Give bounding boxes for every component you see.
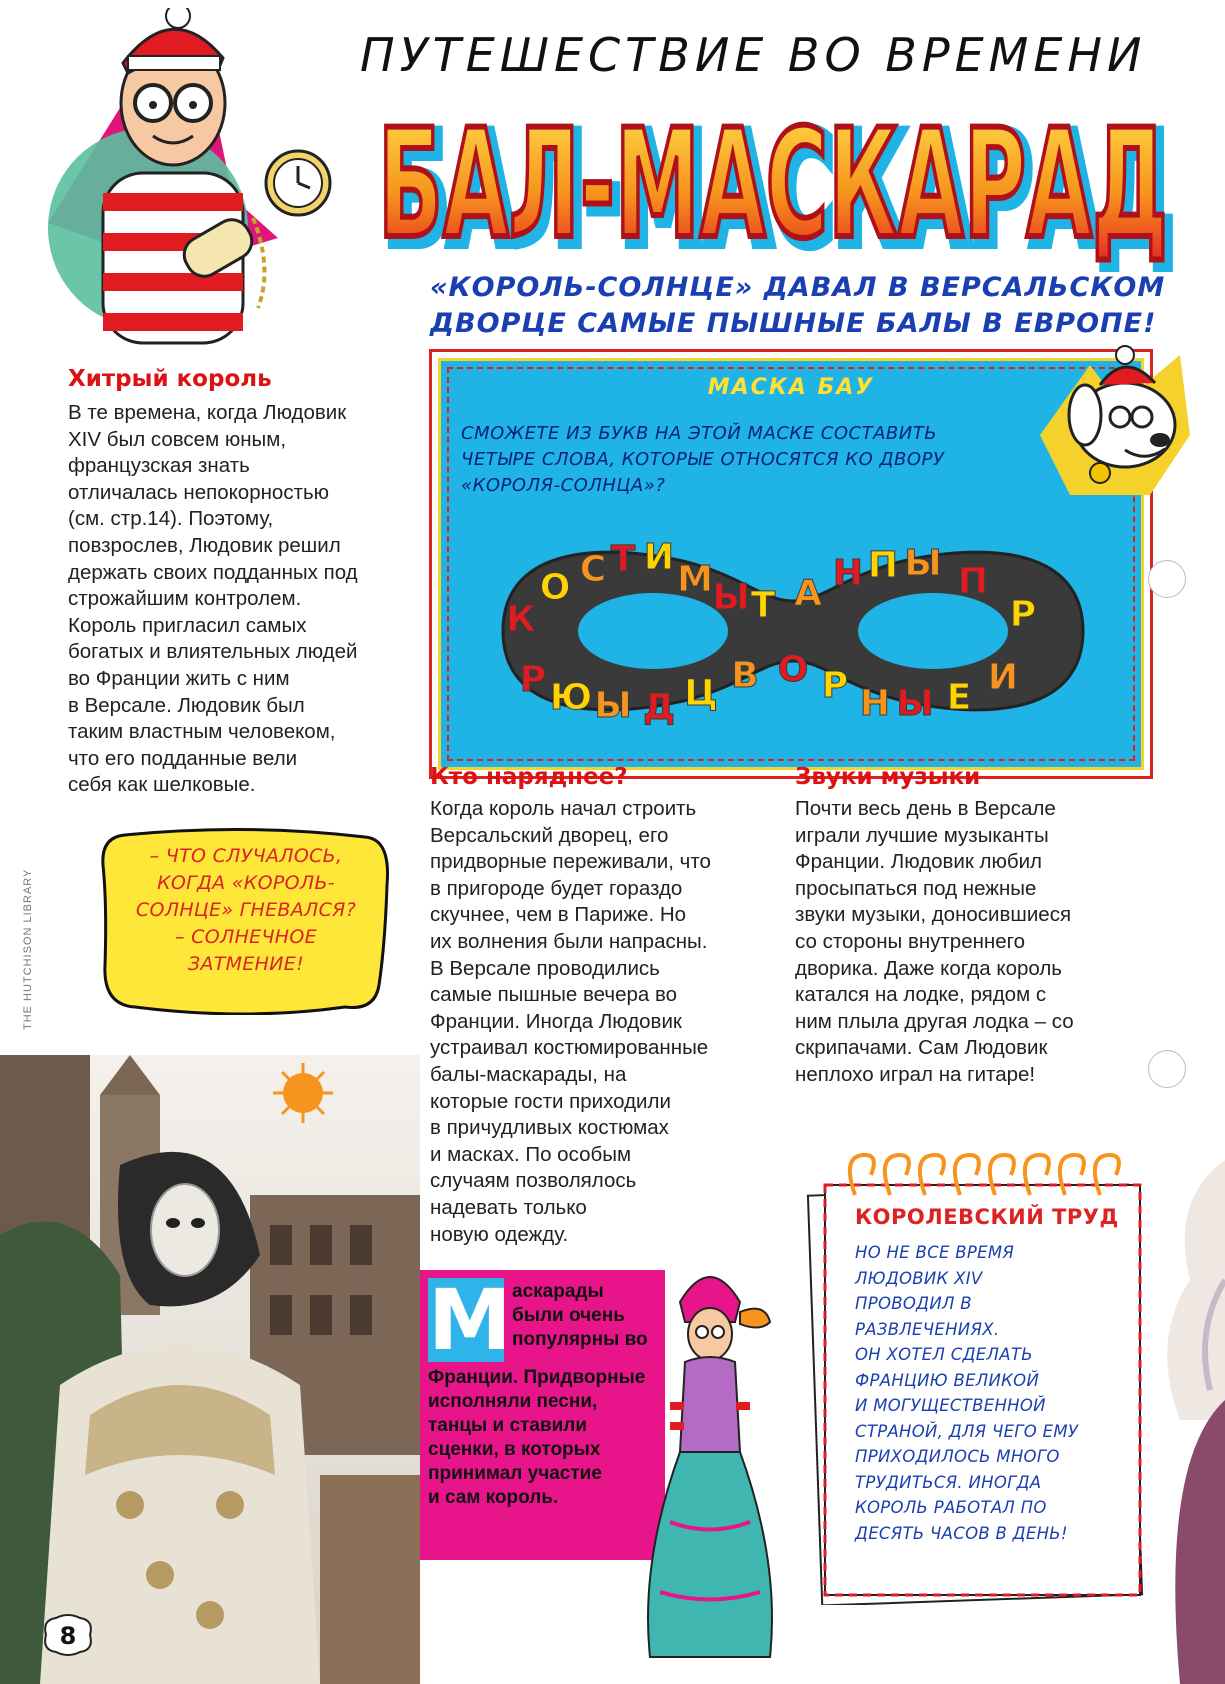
mask-letter: Ы bbox=[594, 685, 632, 726]
subtitle-line-2: ДВОРЦЕ САМЫЕ ПЫШНЫЕ БАЛЫ В ЕВРОПЕ! bbox=[430, 308, 1157, 339]
mask-letter: Н bbox=[832, 553, 864, 594]
mask-letter: Н bbox=[859, 683, 891, 724]
dressier-text: Когда король начал строить Версальский дворец, его придворные переживали, что в пригороде будет гораздо скучнее, чем в Париже. Но их волнения были напрасны. В Версале проводились самые пышные вечера во Франции. Иногда Людовик устраивал костюмированные балы-маскарады, на которые гости приходили в причудливых костюмах и масках. По особым случаям позволялось надевать только новую одежду. bbox=[430, 797, 711, 1246]
sly-king-heading: Хитрый король bbox=[68, 366, 272, 392]
mask-letter: Е bbox=[946, 677, 972, 718]
mask-eye-left bbox=[578, 593, 728, 669]
subtitle-line-1: «КОРОЛЬ-СОЛНЦЕ» ДАВАЛ В ВЕРСАЛЬСКОМ bbox=[430, 272, 1166, 303]
mask-letter: П bbox=[957, 561, 989, 602]
page-number-badge bbox=[40, 1612, 96, 1658]
mask-letter: Т bbox=[750, 585, 776, 626]
joke-text: – ЧТО СЛУЧАЛОСЬ, КОГДА «КОРОЛЬ- СОЛНЦЕ» ГНЕВАЛСЯ? – СОЛНЕЧНОЕ ЗАТМЕНИЕ! bbox=[135, 845, 357, 975]
puzzle-title: МАСКА БАУ bbox=[707, 375, 875, 400]
masquerade-photo bbox=[0, 1055, 420, 1684]
mask-letter: Ю bbox=[549, 677, 593, 718]
mask-eye-right bbox=[858, 593, 1008, 669]
lady-illustration bbox=[640, 1262, 780, 1662]
mask-letter: Р bbox=[821, 665, 849, 706]
main-title bbox=[370, 92, 1190, 272]
photo-credit: THE HUTCHISON LIBRARY bbox=[22, 868, 34, 1030]
mask-letter: П bbox=[867, 545, 899, 586]
mask-letter: И bbox=[643, 537, 675, 578]
puzzle-question: СМОЖЕТЕ ИЗ БУКВ НА ЭТОЙ МАСКЕ СОСТАВИТЬ ЧЕТЫРЕ СЛОВА, КОТОРЫЕ ОТНОСЯТСЯ КО ДВОРУ «КОРОЛЯ-СОЛНЦА»? bbox=[461, 423, 945, 496]
mask-letter: Т bbox=[610, 539, 636, 580]
mask-letter: Ы bbox=[904, 543, 942, 584]
mask-letter: О bbox=[777, 649, 809, 690]
joke-bubble bbox=[95, 825, 395, 1015]
mask-letter: В bbox=[731, 655, 759, 696]
page-number: 8 bbox=[59, 1622, 77, 1650]
dropcap: М bbox=[428, 1271, 512, 1369]
dressier-heading: Кто наряднее? bbox=[430, 764, 628, 790]
music-heading: Звуки музыки bbox=[795, 764, 981, 790]
mask-letter: Ы bbox=[712, 577, 750, 618]
mask-letter: А bbox=[794, 573, 822, 614]
mask-letter: Р bbox=[519, 659, 547, 700]
wally-illustration bbox=[28, 8, 358, 353]
subtitle bbox=[430, 270, 1200, 342]
mask-letter: Р bbox=[1009, 594, 1037, 635]
mask-letter: М bbox=[677, 559, 713, 600]
mask-letter: Ы bbox=[896, 683, 934, 724]
mask-letter: Д bbox=[642, 687, 676, 728]
sly-king-text: В те времена, когда Людовик XIV был совсем юным, французская знать отличалась непокорностью (см. стр.14). Поэтому, повзрослев, Людовик решил держать своих подданных под строжайшим контролем. Король пригласил самых богатых и влиятельных людей во Франции жить с ним в Версале. Людовик был таким властным человеком, что его подданные вели себя как шелковые. bbox=[68, 401, 358, 797]
costume-photo-fragment bbox=[1150, 1160, 1225, 1684]
dog-illustration bbox=[1030, 345, 1200, 510]
mask-letter: С bbox=[579, 549, 607, 590]
mask-letter: К bbox=[506, 599, 536, 640]
mask-letter: Ц bbox=[684, 673, 718, 714]
main-title-text: БАЛ-МАСКАРАД bbox=[378, 98, 1168, 272]
binder-hole bbox=[1148, 1050, 1186, 1088]
royal-work-title: КОРОЛЕВСКИЙ ТРУД bbox=[855, 1205, 1119, 1229]
supertitle: ПУТЕШЕСТВИЕ ВО ВРЕМЕНИ bbox=[360, 28, 1147, 82]
binder-hole bbox=[1148, 560, 1186, 598]
royal-work-text: НО НЕ ВСЕ ВРЕМЯ ЛЮДОВИК XIV ПРОВОДИЛ В РАЗВЛЕЧЕНИЯХ. ОН ХОТЕЛ СДЕЛАТЬ ФРАНЦИЮ ВЕЛИКОЙ И МОГУЩЕСТВЕННОЙ СТРАНОЙ, ДЛЯ ЧЕГО ЕМУ ПРИХОДИЛОСЬ МНОГО ТРУДИТЬСЯ. ИНОГДА КОРОЛЬ РАБОТАЛ ПО ДЕСЯТЬ ЧАСОВ В ДЕНЬ! bbox=[855, 1243, 1079, 1543]
masquerade-box: М аскарады были очень популярны во Франции. Придворные исполняли песни, танцы и ставили сценки, в которых принимал участие и сам король. bbox=[420, 1270, 665, 1560]
mask-letter: И bbox=[987, 657, 1019, 698]
mask-graphic bbox=[463, 521, 1123, 741]
svg-text:БАЛ-МАСКАРАД: БАЛ-МАСКАРАД bbox=[384, 104, 1174, 272]
mask-letter: О bbox=[539, 567, 571, 608]
music-text: Почти весь день в Версале играли лучшие музыканты Франции. Людовик любил просыпаться под нежные звуки музыки, доносившиеся со стороны внутреннего дворика. Даже когда король катался на лодке, рядом с ним плыла другая лодка – со скрипачами. Сам Людовик неплохо играл на гитаре! bbox=[795, 797, 1074, 1086]
